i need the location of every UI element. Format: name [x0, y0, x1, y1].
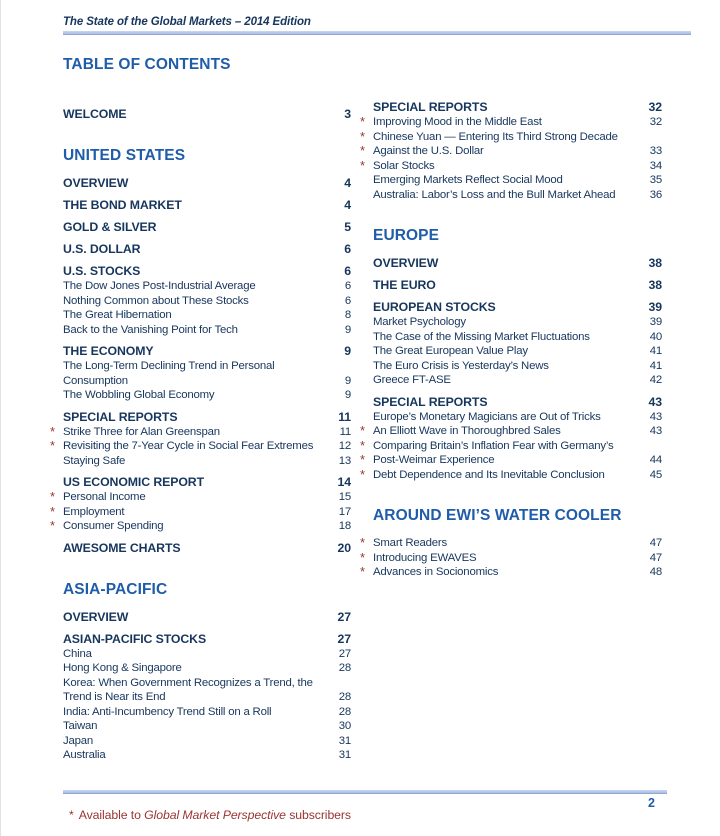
- subscriber-asterisk-icon: *: [360, 564, 365, 579]
- toc-entry-page-number: 6: [344, 242, 351, 256]
- toc-entry: [63, 294, 351, 309]
- footnote-text-italic: Global Market Perspective: [144, 808, 286, 822]
- subscriber-asterisk-icon: *: [360, 143, 365, 158]
- toc-entry-page-number: 3: [344, 107, 351, 121]
- toc-entry-label: The Great European Value Play: [373, 345, 528, 357]
- toc-entry-label: UNITED STATES: [63, 147, 186, 164]
- toc-entry: [373, 373, 662, 388]
- toc-entry-page-number: 27: [338, 647, 351, 660]
- subscriber-asterisk-icon: *: [360, 535, 365, 550]
- toc-entry-label: U.S. STOCKS: [63, 264, 141, 278]
- subscriber-asterisk-icon: *: [50, 438, 55, 453]
- toc-entry-page-number: 27: [337, 631, 351, 646]
- toc-entry-page-number: 28: [338, 705, 351, 718]
- toc-entry-page-number: 6: [344, 294, 351, 307]
- toc-entry-page-number: 38: [648, 256, 662, 270]
- subscriber-asterisk-icon: *: [360, 466, 365, 482]
- toc-entry-page-number: 15: [338, 491, 351, 503]
- toc-entry-label: Nothing Common about These Stocks: [63, 294, 249, 307]
- toc-entry-page-number: 27: [337, 609, 351, 624]
- toc-entry-page-number: 32: [649, 116, 662, 128]
- toc-entry: [63, 359, 351, 374]
- toc-entry: [63, 264, 351, 279]
- toc-entry-page-number: 18: [338, 520, 351, 532]
- toc-entry-label: Revisiting the 7-Year Cycle in Social Fear Extremes: [63, 440, 314, 452]
- page-title: TABLE OF CONTENTS: [63, 56, 231, 73]
- toc-entry: [63, 344, 351, 359]
- toc-entry-label: Consumer Spending: [63, 520, 164, 532]
- toc-entry: [63, 719, 351, 734]
- toc-entry-label: EUROPEAN STOCKS: [373, 300, 496, 314]
- toc-entry-page-number: 36: [649, 188, 662, 201]
- toc-entry-label: EUROPE: [373, 227, 440, 244]
- subscriber-asterisk-icon: *: [360, 128, 365, 144]
- toc-entry: [50, 503, 351, 520]
- subscriber-asterisk-icon: *: [360, 437, 365, 453]
- toc-entry-page-number: 39: [649, 316, 662, 328]
- toc-entry-label: The Great Hibernation: [63, 309, 172, 321]
- toc-entry-label: OVERVIEW: [373, 256, 439, 270]
- toc-entry-label: Debt Dependence and Its Inevitable Conclusion: [373, 468, 605, 481]
- toc-entry: [50, 489, 351, 505]
- toc-entry-label: SPECIAL REPORTS: [373, 394, 488, 409]
- toc-entry: [373, 188, 662, 203]
- footnote-text-prefix: Available to: [78, 808, 145, 822]
- toc-entry-page-number: 9: [344, 323, 351, 336]
- header-rule: [63, 31, 691, 35]
- toc-entry-label: THE BOND MARKET: [63, 198, 182, 212]
- toc-entry-label: Australia: [63, 749, 106, 761]
- toc-entry: [373, 359, 662, 374]
- toc-entry-page-number: 41: [649, 345, 662, 357]
- toc-entry-label: Smart Readers: [373, 537, 447, 549]
- toc-entry-label: THE ECONOMY: [63, 344, 154, 358]
- toc-entry: [360, 423, 662, 439]
- toc-entry: [360, 128, 662, 145]
- subscriber-footnote: [69, 808, 351, 822]
- toc-entry-label: Japan: [63, 734, 94, 747]
- toc-entry-label: AROUND EWI’S WATER COOLER: [373, 507, 622, 524]
- subscriber-asterisk-icon: *: [360, 423, 365, 438]
- toc-entry-label: Hong Kong & Singapore: [63, 662, 182, 674]
- subscriber-asterisk-icon: *: [360, 549, 365, 565]
- toc-entry: [360, 564, 662, 580]
- toc-entry-label: U.S. DOLLAR: [63, 242, 141, 256]
- toc-entry-label: Against the U.S. Dollar: [373, 145, 484, 157]
- footnote-asterisk-icon: *: [69, 808, 74, 822]
- toc-entry: [63, 610, 351, 625]
- toc-entry: [63, 176, 351, 191]
- toc-entry-label: Introducing EWAVES: [373, 551, 477, 564]
- toc-entry-page-number: 5: [344, 220, 351, 234]
- toc-entry-label: Emerging Markets Reflect Social Mood: [373, 174, 563, 186]
- toc-entry: [63, 388, 351, 403]
- toc-entry-page-number: 41: [649, 359, 662, 372]
- subscriber-asterisk-icon: *: [50, 423, 55, 439]
- toc-entry: [63, 374, 351, 389]
- toc-entry-label: Australia: Labor’s Loss and the Bull Market Ahead: [373, 188, 616, 201]
- toc-entry: [373, 344, 662, 359]
- footer-rule: [63, 790, 667, 794]
- toc-entry-label: Chinese Yuan — Entering Its Third Strong Decade: [373, 130, 618, 143]
- toc-entry-page-number: 4: [344, 176, 351, 190]
- toc-entry-label: An Elliott Wave in Thoroughbred Sales: [373, 425, 561, 437]
- toc-section-header: [63, 580, 351, 599]
- toc-entry-label: Strike Three for Alan Greenspan: [63, 425, 220, 438]
- footnote-text-suffix: subscribers: [285, 808, 351, 822]
- toc-entry-label: Europe’s Monetary Magicians are Out of Tricks: [373, 410, 601, 423]
- toc-entry-label: Advances in Socionomics: [373, 566, 499, 578]
- toc-entry-page-number: 4: [344, 198, 351, 212]
- toc-entry-page-number: 12: [338, 440, 351, 452]
- toc-entry-label: Improving Mood in the Middle East: [373, 116, 542, 128]
- toc-entry-page-number: 14: [337, 475, 351, 489]
- toc-entry-page-number: 6: [344, 280, 351, 292]
- toc-entry: [63, 705, 351, 720]
- toc-entry-page-number: 43: [648, 394, 662, 409]
- toc-entry-label: Solar Stocks: [373, 159, 435, 172]
- toc-entry-page-number: 47: [649, 551, 662, 564]
- toc-entry-page-number: 31: [338, 749, 351, 761]
- toc-entry-label: SPECIAL REPORTS: [63, 409, 178, 424]
- toc-entry-page-number: 6: [344, 264, 351, 278]
- toc-entry: [360, 549, 662, 566]
- toc-entry: [63, 748, 351, 763]
- toc-entry: [373, 315, 662, 330]
- toc-entry-page-number: 42: [649, 374, 662, 386]
- toc-entry: [63, 198, 351, 213]
- toc-entry-label: Consumption: [63, 374, 128, 387]
- toc-entry-label: ASIAN-PACIFIC STOCKS: [63, 631, 207, 646]
- toc-entry-label: Greece FT-ASE: [373, 374, 451, 386]
- subscriber-asterisk-icon: *: [50, 518, 55, 533]
- toc-entry: [50, 518, 351, 534]
- toc-entry: [63, 734, 351, 749]
- toc-entry-page-number: 34: [649, 159, 662, 172]
- toc-entry-page-number: 30: [338, 720, 351, 732]
- toc-entry-page-number: 31: [338, 734, 351, 747]
- toc-entry: [360, 535, 662, 551]
- toc-entry-page-number: 13: [338, 454, 351, 467]
- toc-entry: [360, 143, 662, 159]
- toc-column-right: [360, 100, 662, 580]
- toc-entry-page-number: 44: [649, 454, 662, 466]
- toc-entry-label: AWESOME CHARTS: [63, 540, 181, 555]
- toc-entry-page-number: 35: [649, 174, 662, 186]
- toc-entry-label: SPECIAL REPORTS: [373, 100, 488, 114]
- toc-entry-page-number: 39: [648, 300, 662, 314]
- toc-entry-label: The Dow Jones Post-Industrial Average: [63, 280, 256, 292]
- toc-entry-label: The Euro Crisis is Yesterday’s News: [373, 359, 549, 372]
- toc-entry: [360, 466, 662, 483]
- toc-entry-label: OVERVIEW: [63, 176, 129, 190]
- toc-entry-label: The Wobbling Global Economy: [63, 389, 215, 401]
- toc-entry-label: Staying Safe: [63, 454, 126, 467]
- toc-entry: [373, 173, 662, 188]
- toc-entry: [63, 279, 351, 294]
- toc-entry: [360, 437, 662, 454]
- toc-entry-label: Personal Income: [63, 491, 146, 503]
- toc-entry-page-number: 28: [338, 662, 351, 674]
- toc-entry-page-number: 9: [344, 344, 351, 358]
- toc-entry-page-number: 48: [649, 566, 662, 578]
- toc-entry-page-number: 9: [344, 374, 351, 387]
- toc-entry: [63, 632, 351, 647]
- toc-entry-page-number: 43: [649, 425, 662, 437]
- toc-entry: [63, 242, 351, 257]
- toc-entry-page-number: 43: [649, 410, 662, 423]
- toc-entry-page-number: 9: [344, 389, 351, 401]
- toc-entry-label: The Case of the Missing Market Fluctuations: [373, 330, 590, 343]
- toc-entry: [373, 395, 662, 410]
- subscriber-asterisk-icon: *: [360, 157, 365, 173]
- subscriber-asterisk-icon: *: [360, 114, 365, 129]
- toc-entry-page-number: 11: [338, 409, 351, 424]
- toc-entry-label: China: [63, 647, 92, 660]
- toc-entry: [63, 107, 351, 122]
- toc-entry: [373, 256, 662, 271]
- toc-entry-label: Employment: [63, 505, 125, 518]
- toc-entry: [360, 114, 662, 130]
- toc-entry-label: Trend is Near its End: [63, 691, 166, 703]
- toc-entry: [360, 157, 662, 174]
- toc-entry-page-number: 20: [337, 540, 351, 555]
- toc-section-header: [373, 226, 662, 245]
- toc-entry-label: Comparing Britain’s Inflation Fear with Germany’s: [373, 439, 614, 452]
- toc-entry: [63, 676, 351, 691]
- toc-entry: [63, 308, 351, 323]
- toc-entry: [63, 454, 351, 469]
- toc-entry-page-number: 33: [649, 145, 662, 157]
- toc-entry: [373, 330, 662, 345]
- toc-entry-label: The Long-Term Declining Trend in Personal: [63, 360, 275, 372]
- toc-entry-page-number: 45: [649, 468, 662, 481]
- toc-entry: [63, 690, 351, 705]
- toc-entry: [373, 410, 662, 425]
- toc-entry-label: Post-Weimar Experience: [373, 454, 495, 466]
- toc-entry: [50, 438, 351, 454]
- toc-entry: [373, 100, 662, 115]
- toc-entry: [373, 300, 662, 315]
- toc-entry-page-number: 47: [649, 537, 662, 549]
- document-header: [63, 16, 691, 35]
- toc-entry-page-number: 17: [338, 505, 351, 518]
- toc-entry: [50, 423, 351, 440]
- toc-entry-label: India: Anti-Incumbency Trend Still on a Roll: [63, 705, 272, 718]
- toc-entry-page-number: 11: [339, 425, 351, 438]
- toc-entry-label: OVERVIEW: [63, 609, 129, 624]
- subscriber-asterisk-icon: *: [360, 452, 365, 467]
- toc-section-header: [373, 506, 662, 525]
- toc-column-left: [50, 100, 351, 763]
- toc-entry-page-number: 38: [648, 278, 662, 292]
- toc-entry: [63, 541, 351, 556]
- toc-entry: [63, 647, 351, 662]
- toc-entry-label: Korea: When Government Recognizes a Trend, the: [63, 676, 313, 689]
- toc-entry-label: ASIA-PACIFIC: [63, 580, 168, 598]
- document-title: The State of the Global Markets – 2014 Edition: [63, 16, 311, 28]
- toc-entry-label: WELCOME: [63, 107, 127, 121]
- toc-section-header: [63, 146, 351, 165]
- toc-entry-page-number: 40: [649, 330, 662, 343]
- toc-entry: [360, 452, 662, 468]
- toc-entry: [63, 323, 351, 338]
- subscriber-asterisk-icon: *: [50, 489, 55, 504]
- toc-entry: [63, 475, 351, 490]
- toc-entry: [373, 278, 662, 293]
- toc-entry: [63, 410, 351, 425]
- subscriber-asterisk-icon: *: [50, 503, 55, 519]
- toc-entry-page-number: 32: [648, 100, 662, 114]
- page-number: 2: [648, 796, 655, 810]
- toc-entry-label: Taiwan: [63, 720, 98, 732]
- toc-entry: [63, 661, 351, 676]
- toc-entry-page-number: 28: [338, 691, 351, 703]
- toc-entry-label: Market Psychology: [373, 316, 466, 328]
- toc-entry: [63, 220, 351, 235]
- toc-entry-label: THE EURO: [373, 278, 436, 292]
- toc-entry-label: Back to the Vanishing Point for Tech: [63, 323, 238, 336]
- toc-entry-label: GOLD & SILVER: [63, 220, 157, 234]
- toc-entry-label: US ECONOMIC REPORT: [63, 475, 204, 489]
- toc-entry-page-number: 8: [344, 309, 351, 321]
